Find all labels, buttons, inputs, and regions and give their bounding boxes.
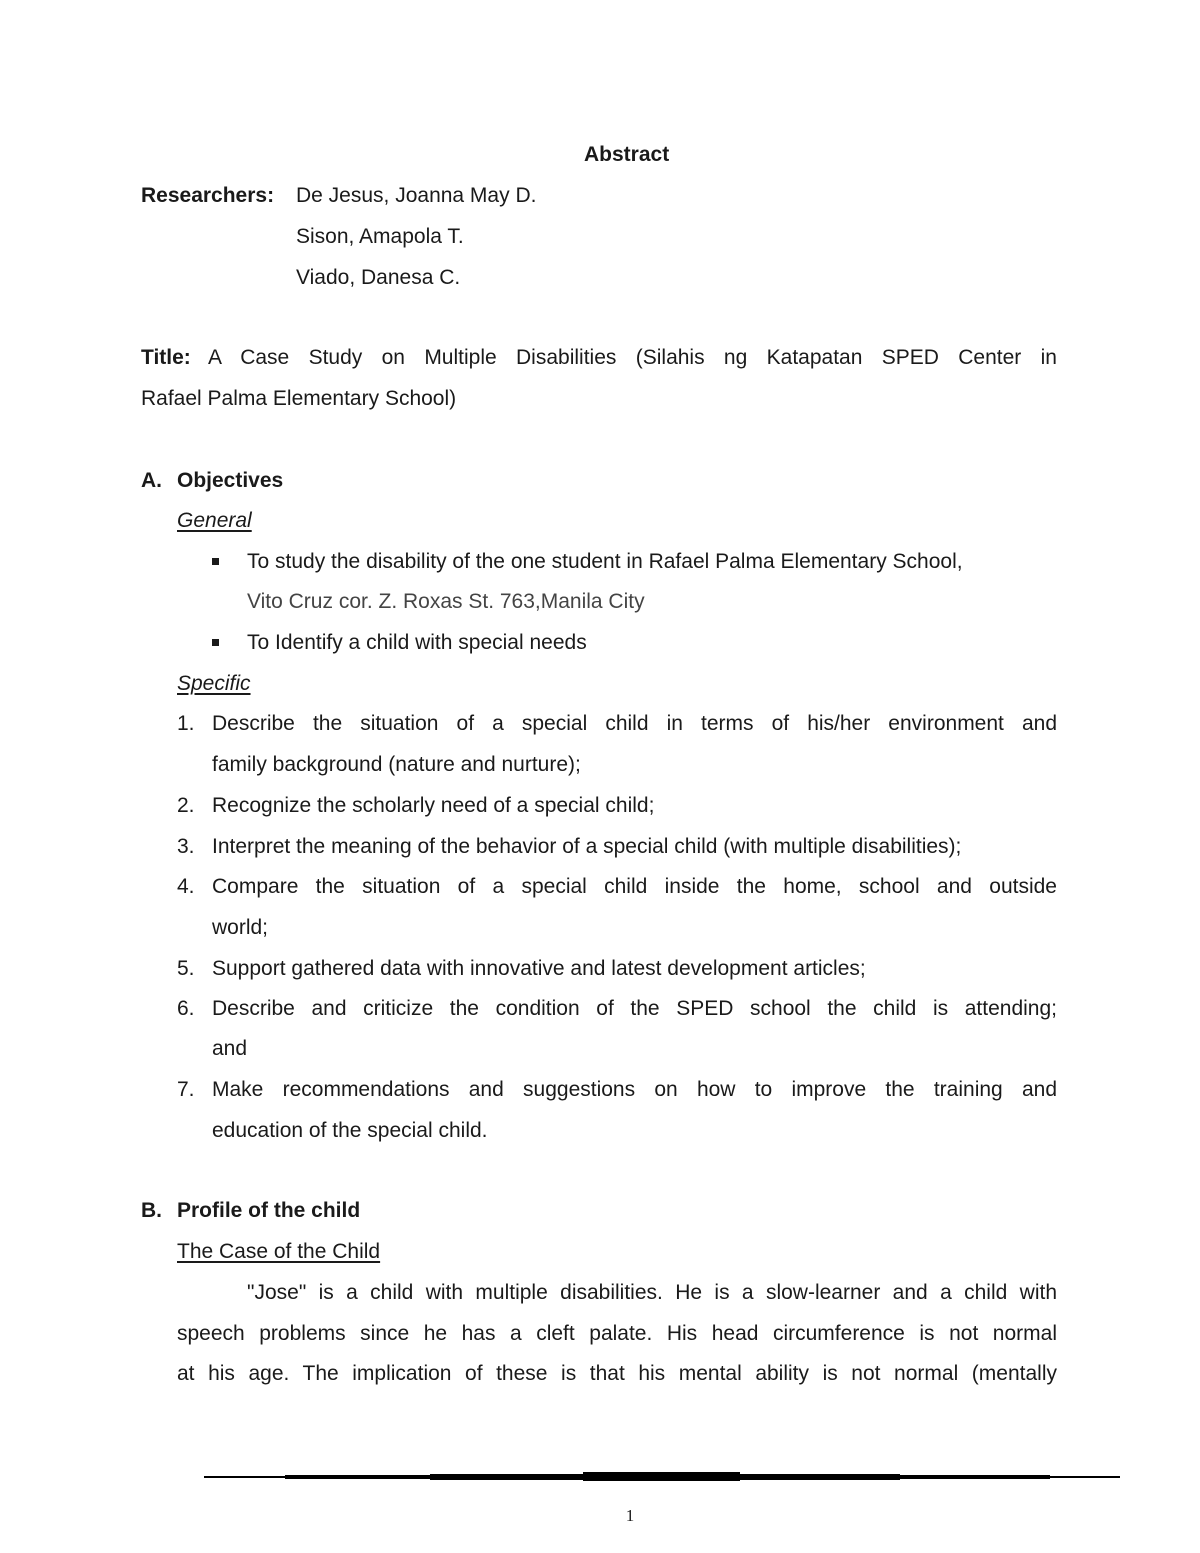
title-line-1: A Case Study on Multiple Disabilities (Silahis ng Katapatan SPED Center in	[208, 346, 1057, 369]
bullet-icon	[212, 558, 219, 565]
list-number: 1.	[177, 712, 195, 735]
specific-item-6-line-1: Describe and criticize the condition of the SPED school the child is attending;	[212, 997, 1057, 1020]
title-label: Title:	[141, 346, 191, 369]
section-a-marker: A.	[141, 469, 162, 492]
researcher-name: Viado, Danesa C.	[296, 266, 461, 289]
specific-item-3: Interpret the meaning of the behavior of a special child (with multiple disabilities);	[212, 835, 962, 858]
specific-item-1-line-2: family background (nature and nurture);	[212, 753, 581, 776]
specific-item-2: Recognize the scholarly need of a special child;	[212, 794, 655, 817]
specific-item-7-line-2: education of the special child.	[212, 1119, 488, 1142]
title-line-2: Rafael Palma Elementary School)	[141, 387, 457, 410]
specific-item-4-line-1: Compare the situation of a special child inside the home, school and outside	[212, 875, 1057, 898]
general-item-1-line-2: Vito Cruz cor. Z. Roxas St. 763,Manila City	[247, 590, 645, 613]
objectives-heading: Objectives	[177, 469, 284, 492]
specific-item-4-line-2: world;	[212, 916, 269, 939]
abstract-heading: Abstract	[584, 143, 670, 166]
case-subheading: The Case of the Child	[177, 1240, 381, 1263]
general-label: General	[177, 509, 252, 532]
bullet-icon	[212, 639, 219, 646]
specific-label: Specific	[177, 672, 251, 695]
list-number: 5.	[177, 957, 195, 980]
researcher-name: Sison, Amapola T.	[296, 225, 464, 248]
paragraph-line-2: speech problems since he has a cleft palate. His head circumference is not normal	[177, 1322, 1057, 1345]
page-number: 1	[625, 1506, 635, 1525]
list-number: 3.	[177, 835, 195, 858]
paragraph-line-3: at his age. The implication of these is that his mental ability is not normal (mentally	[177, 1362, 1057, 1385]
general-item-2: To Identify a child with special needs	[247, 631, 587, 654]
list-number: 7.	[177, 1078, 195, 1101]
footer-rule-center	[583, 1472, 740, 1481]
specific-item-7-line-1: Make recommendations and suggestions on how to improve the training and	[212, 1078, 1057, 1101]
section-b-marker: B.	[141, 1199, 162, 1222]
specific-item-1-line-1: Describe the situation of a special child in terms of his/her environment and	[212, 712, 1057, 735]
list-number: 6.	[177, 997, 195, 1020]
specific-item-5: Support gathered data with innovative and latest development articles;	[212, 957, 866, 980]
researcher-name: De Jesus, Joanna May D.	[296, 184, 537, 207]
specific-item-6-line-2: and	[212, 1037, 248, 1060]
researchers-label: Researchers:	[141, 184, 275, 207]
paragraph-line-1: "Jose" is a child with multiple disabilities. He is a slow-learner and a child with	[247, 1281, 1057, 1304]
list-number: 2.	[177, 794, 195, 817]
general-item-1-line-1: To study the disability of the one student in Rafael Palma Elementary School,	[247, 550, 963, 573]
profile-heading: Profile of the child	[177, 1199, 361, 1222]
list-number: 4.	[177, 875, 195, 898]
